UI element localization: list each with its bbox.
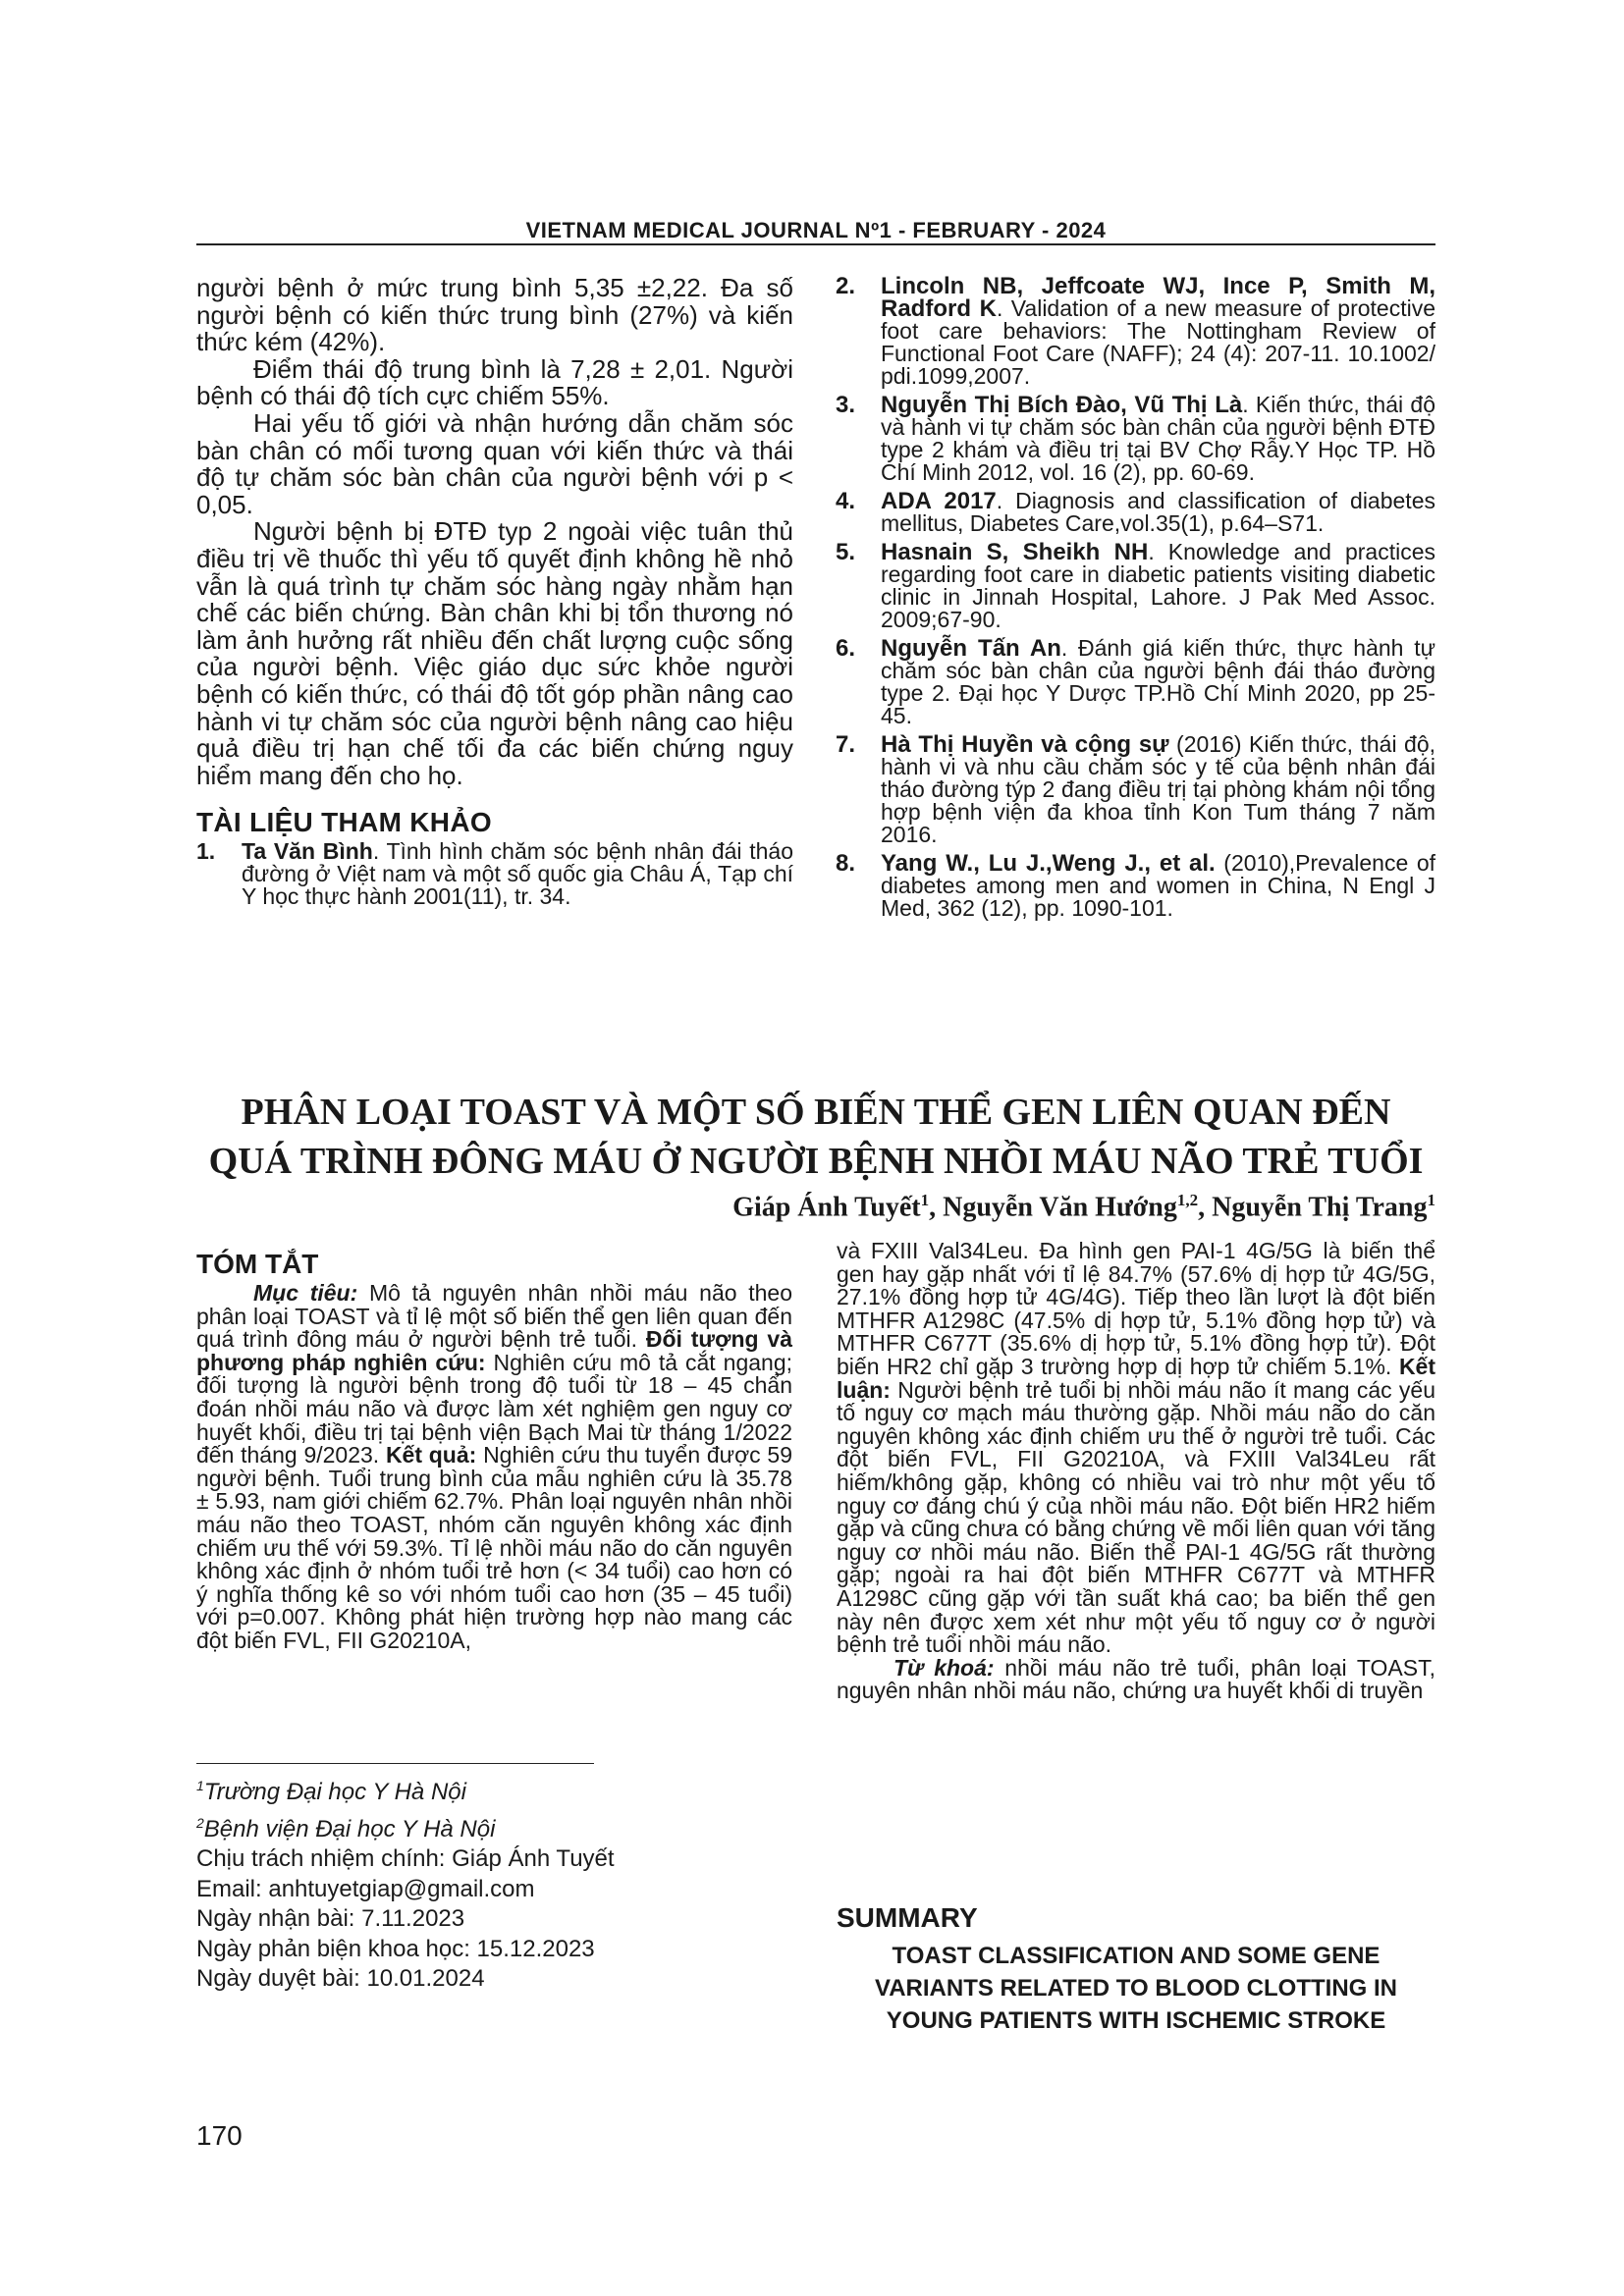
summary-heading: SUMMARY (837, 1902, 978, 1933)
conclusion-paragraph: Người bệnh bị ĐTĐ typ 2 ngoài việc tuân thủ điều trị về thuốc thì yếu tố quyết định không hề nhỏ vẫn là quá trình tự chăm sóc hàng ngày nhằm hạn chế các biến chứng. Bàn chân khi bị tổn thương nó làm ảnh hưởng rất nhiều đến chất lượng cuộc sống của người bệnh. Việc giáo dục sức khỏe người bệnh có kiến thức, có thái độ tốt góp phần nâng cao hành vi tự chăm sóc của người bệnh nâng cao hiệu quả điều trị hạn chế tối đa các biến chứng nguy hiểm mang đến cho họ. (196, 516, 793, 790)
reference-item (836, 733, 1435, 846)
abstract-label: Đối tượng và phương pháp nghiên cứu: (196, 1326, 792, 1375)
abstract-heading: TÓM TẮT (196, 1249, 319, 1279)
affiliation-mark: 1 (920, 1191, 930, 1209)
reference-body (881, 275, 1435, 388)
reference-item (836, 394, 1435, 484)
reference-number: 7. (836, 731, 856, 758)
reference-authors: Nguyễn Tấn An (881, 635, 1061, 662)
summary-title (837, 1940, 1435, 2037)
reference-body (881, 541, 1435, 631)
affiliation-mark: 2 (196, 1814, 204, 1831)
page-number: 170 (196, 2120, 243, 2151)
abstract-results: Nghiên cứu thu tuyển được 59 người bệnh. Tuổi trung bình của mẫu nghiên cứu là 35.78 ± 5.93, nam giới chiếm 62.7%. Phân loại nguyên nhân nhồi máu não theo TOAST, nhóm căn nguyên không xác định chiếm ưu thế với 59.3%. Tỉ lệ nhồi máu não do căn nguyên không xác định ở nhóm tuổi trẻ hơn (< 34 tuổi) cao hơn có ý nghĩa thống kê so với nhóm tuổi cao hơn (35 – 45 tuổi) với p=0.007. Không phát hiện trường hợp nào mang các đột biến FVL, FII G20210A, (196, 1442, 793, 1653)
date-accepted: Ngày duyệt bài: 10.01.2024 (196, 1965, 485, 1992)
reference-item (836, 852, 1435, 920)
author-separator: , (1198, 1192, 1213, 1223)
reference-text: . Diagnosis and classification of diabetes mellitus, Diabetes Care,vol.35(1), p.64–S71. (881, 488, 1435, 536)
reference-authors: Lincoln NB, Jeffcoate WJ, Ince P, Smith M, Radford K (881, 273, 1435, 322)
author-separator: , (929, 1192, 944, 1223)
affiliation-mark: 1 (1427, 1191, 1435, 1209)
abstract-objective: Mô tả nguyên nhân nhồi máu não theo phân loại TOAST và tỉ lệ một số biến thể gen liên quan đến quá trình đông máu ở người bệnh trẻ tuổi. (196, 1280, 792, 1353)
date-received: Ngày nhận bài: 7.11.2023 (196, 1905, 465, 1932)
reference-body (881, 852, 1435, 920)
author-list (196, 1184, 1435, 1224)
reference-authors: Hà Thị Huyền và cộng sự (881, 731, 1169, 758)
article-title-line: PHÂN LOẠI TOAST VÀ MỘT SỐ BIẾN THỂ GEN LIÊN QUAN ĐẾN (241, 1092, 1391, 1133)
date-reviewed: Ngày phản biện khoa học: 15.12.2023 (196, 1935, 595, 1962)
keywords (837, 1654, 1435, 1704)
reference-item (196, 837, 793, 909)
affiliation-footnote (196, 1808, 785, 1845)
reference-text: . Tình hình chăm sóc bệnh nhân đái tháo đường ở Việt nam và một số quốc gia Châu Á, Tạp chí Y học thực hành 2001(11), tr. 34. (242, 837, 793, 909)
reference-item (836, 275, 1435, 388)
affiliation-mark: 1,2 (1176, 1191, 1199, 1209)
abstract-label: Mục tiêu: (253, 1280, 358, 1306)
reference-text: (2010),Prevalence of diabetes among men and women in China, N Engl J Med, 362 (12), pp. 1090-101. (881, 850, 1436, 921)
reference-number: 4. (836, 488, 856, 514)
reference-authors: Nguyễn Thị Bích Đào, Vũ Thị Là (881, 392, 1243, 418)
summary-title-line: TOAST CLASSIFICATION AND SOME GENE (892, 1943, 1380, 1969)
abstract-conclusion: Người bệnh trẻ tuổi bị nhồi máu não ít mang các yếu tố nguy cơ mạch máu thường gặp. Nhồi máu não do căn nguyên không xác định chiếm ưu thế ở người trẻ tuổi. Các đột biến FVL, FII G20210A, và FXIII Val34Leu rất hiếm/không gặp, không có nhiều vai trò như một yếu tố nguy cơ đáng chú ý của nhồi máu não. Đột biến HR2 hiếm gặp và cũng chưa có bằng chứng về mối liên quan với tăng nguy cơ nhồi máu não. Biến thể PAI-1 4G/5G rất thường gặp; ngoài ra hai đột biến MTHFR C677T và MTHFR A1298C cũng gặp với tần suất khá cao; ba biến thể gen này nên được xem xét như một yếu tố nguy cơ ở người bệnh trẻ tuổi nhồi máu não. (837, 1376, 1435, 1658)
reference-number: 8. (836, 850, 856, 877)
abstract-label: Kết quả: (385, 1442, 477, 1468)
reference-number: 2. (836, 273, 856, 299)
article-title-line: QUÁ TRÌNH ĐÔNG MÁU Ở NGƯỜI BỆNH NHỒI MÁU NÃO TRẺ TUỔI (208, 1141, 1424, 1182)
author-name: Nguyễn Thị Trang (1212, 1192, 1428, 1223)
references-heading: TÀI LIỆU THAM KHẢO (196, 807, 492, 838)
abstract-left-column (196, 1282, 792, 1653)
references-list (196, 837, 793, 909)
abstract-methods: Nghiên cứu mô tả cắt ngang; đối tượng là người bệnh trong độ tuổi từ 18 – 45 chẩn đoán nhồi máu não và được làm xét nghiệm gen nguy cơ huyết khối, điều trị tại bệnh viện Bạch Mai từ tháng 1/2022 đến tháng 9/2023. (196, 1349, 792, 1468)
footnote-rule (196, 1763, 594, 1764)
reference-text: . Kiến thức, thái độ và hành vi tự chăm sóc bàn chân của người bệnh ĐTĐ type 2 khám và điều trị tại BV Chợ Rẫy.Y Học TP. Hồ Chí Minh 2012, vol. 16 (2), pp. 60-69. (881, 392, 1435, 485)
affiliation-footnote (196, 1771, 785, 1808)
affiliation-text: Trường Đại học Y Hà Nội (203, 1779, 466, 1805)
conclusion-paragraph: Hai yếu tố giới và nhận hướng dẫn chăm sóc bàn chân có mối tương quan với kiến thức và thái độ tự chăm sóc bàn chân của người bệnh với p < 0,05. (196, 407, 793, 519)
reference-body (881, 394, 1435, 484)
author-name: Nguyễn Văn Hướng (943, 1192, 1177, 1223)
reference-body (881, 733, 1435, 846)
summary-title-line: VARIANTS RELATED TO BLOOD CLOTTING IN (875, 1975, 1397, 2002)
conclusion-paragraph: người bệnh ở mức trung bình 5,35 ±2,22. Đa số người bệnh có kiến thức trung bình (27%) và kiến thức kém (42%). (196, 273, 793, 357)
reference-text: . Đánh giá kiến thức, thực hành tự chăm sóc bàn chân của người bệnh đái tháo đường type 2. Đại học Y Dược TP.Hồ Chí Minh 2020, pp 25-45. (881, 635, 1435, 728)
reference-number: 6. (836, 635, 856, 662)
reference-body (881, 490, 1435, 535)
corresponding-author: Chịu trách nhiệm chính: Giáp Ánh Tuyết (196, 1845, 615, 1872)
keywords-label: Từ khoá: (893, 1654, 995, 1681)
reference-text: . Knowledge and practices regarding foot care in diabetic patients visiting diabetic clinic in Jinnah Hospital, Lahore. J Pak Med Assoc. 2009;67-90. (881, 539, 1435, 632)
reference-number: 5. (836, 539, 856, 565)
article-title (196, 1088, 1435, 1186)
reference-body (242, 837, 793, 909)
journal-header: VIETNAM MEDICAL JOURNAL Nº1 - FEBRUARY - 2024 (525, 218, 1107, 242)
abstract-right-column (837, 1240, 1435, 1703)
reference-number: 3. (836, 392, 856, 418)
reference-item (836, 637, 1435, 727)
abstract-text (196, 1282, 792, 1653)
reference-authors: Ta Văn Bình (242, 837, 373, 864)
affiliation-mark: 1 (196, 1778, 204, 1793)
reference-item (836, 541, 1435, 631)
references-right-column (836, 275, 1435, 926)
affiliation-text: Bệnh viện Đại học Y Hà Nội (203, 1815, 496, 1842)
reference-item (836, 490, 1435, 535)
header-rule (196, 243, 1435, 245)
footnotes (196, 1771, 785, 1995)
reference-authors: Yang W., Lu J.,Weng J., et al. (881, 850, 1216, 877)
abstract-results-continued: và FXIII Val34Leu. Đa hình gen PAI-1 4G/5G là biến thể gen hay gặp nhất với tỉ lệ 84.7% (57.6% dị hợp tử 4G/5G, 27.1% đồng hợp tử 4G/4G). Tiếp theo lần lượt là đột biến MTHFR A1298C (47.5% dị hợp tử, 5.1% đồng hợp tử) và MTHFR C677T (35.6% dị hợp tử, 5.1% đồng hợp tử). Đột biến HR2 chỉ gặp 3 trường hợp dị hợp tử chiếm 5.1%. (837, 1238, 1435, 1379)
reference-body (881, 637, 1435, 727)
abstract-label: Kết luận: (837, 1353, 1435, 1403)
keywords-text: nhồi máu não trẻ tuổi, phân loại TOAST, nguyên nhân nhồi máu não, chứng ưa huyết khối di truyền (837, 1654, 1435, 1704)
author-name: Giáp Ánh Tuyết (732, 1192, 921, 1223)
reference-text: . Validation of a new measure of protective foot care behaviors: The Nottingham Review of Functional Foot Care (NAFF); 24 (4): 207-11. 10.1002/ pdi.1099,2007. (881, 295, 1435, 389)
reference-authors: ADA 2017 (881, 488, 997, 514)
abstract-text (837, 1240, 1435, 1657)
summary-title-line: YOUNG PATIENTS WITH ISCHEMIC STROKE (886, 2007, 1386, 2034)
author-email: Email: anhtuyetgiap@gmail.com (196, 1875, 535, 1902)
conclusion-paragraph: Điểm thái độ trung bình là 7,28 ± 2,01. Người bệnh có thái độ tích cực chiếm 55%. (196, 353, 793, 411)
reference-number: 1. (196, 837, 216, 864)
reference-text: (2016) Kiến thức, thái độ, hành vi và nhu cầu chăm sóc y tế của bệnh nhân đái tháo đường týp 2 đang điều trị tại phòng khám nội tổng hợp bệnh viện đa khoa tỉnh Kon Tum tháng 7 năm 2016. (881, 731, 1436, 847)
reference-authors: Hasnain S, Sheikh NH (881, 539, 1149, 565)
previous-article-left-column (196, 275, 793, 908)
